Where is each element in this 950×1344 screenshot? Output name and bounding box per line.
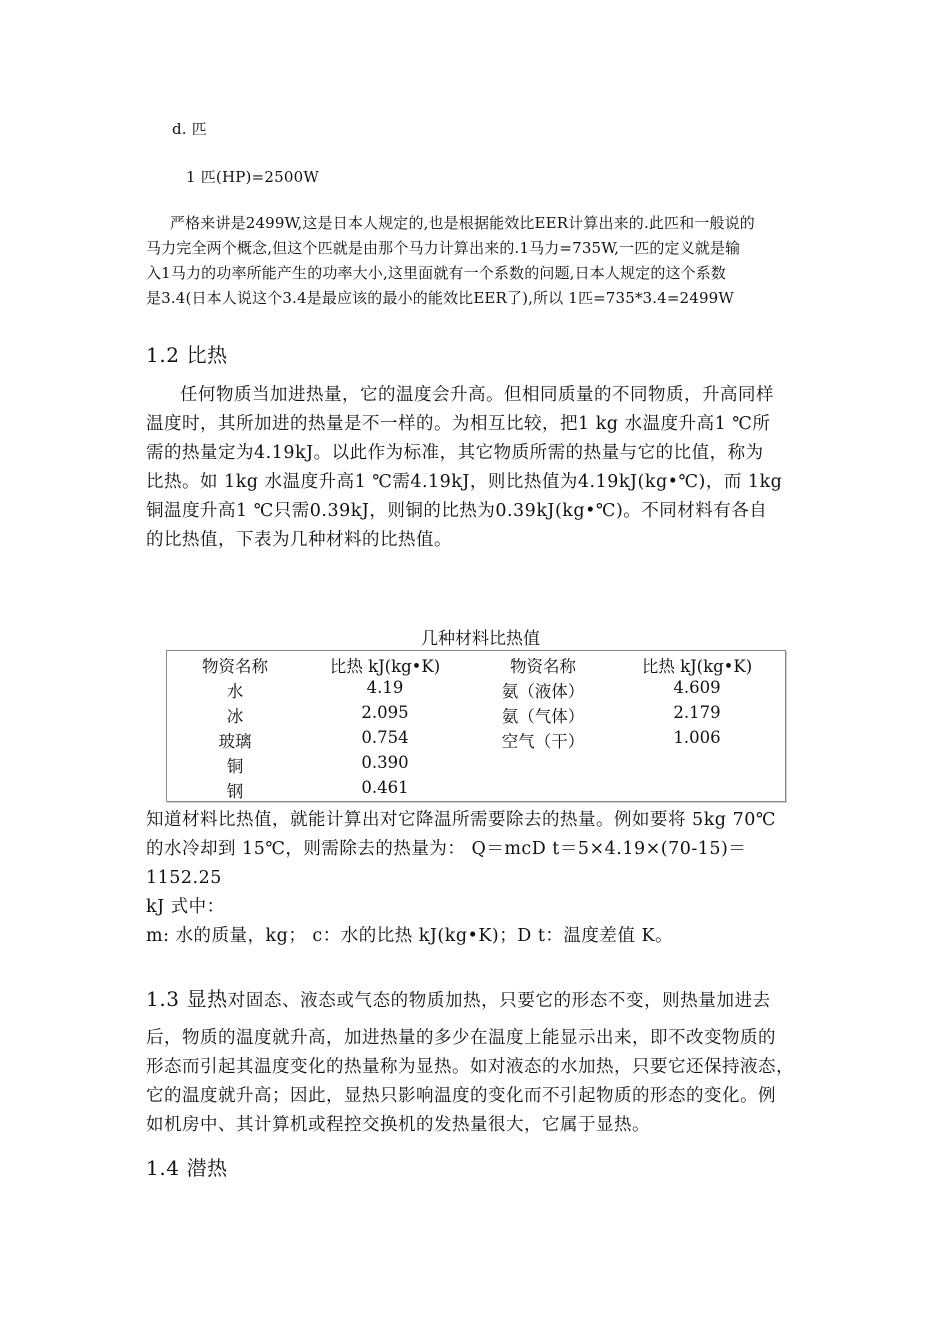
section-1-3-paragraph <box>146 1024 810 1140</box>
paragraph-line: 它的温度就升高；因此，显热只影响温度的变化而不引起物质的形态的变化。例 <box>146 1086 776 1106</box>
paragraph-line: 形态而引起其温度变化的热量称为显热。如对液态的水加热，只要它还保持液态， <box>146 1057 794 1077</box>
paragraph-line: 严格来讲是2499W,这是日本人规定的,也是根据能效比EER计算出来的.此匹和一般说的 <box>170 214 755 232</box>
paragraph-line: 知道材料比热值，就能计算出对它降温所需要除去的热量。例如要将 5kg 70℃ <box>146 810 776 830</box>
table-cell: 2.095 <box>361 703 409 722</box>
paragraph-line: 的比热值，下表为几种材料的比热值。 <box>146 530 452 550</box>
table-cell: 玻璃 <box>218 732 252 751</box>
table-header-cell: 物资名称 <box>202 657 268 676</box>
table-cell: 空气（干） <box>501 732 585 751</box>
section-heading-1-4: 1.4 潜热 <box>146 1156 228 1180</box>
paragraph-line: 是3.4(日本人说这个3.4是最应该的最小的能效比EER了),所以 1匹=735*3.4=2499W <box>146 289 734 307</box>
paragraph-line: 后，物质的温度就升高，加进热量的多少在温度上能显示出来，即不改变物质的 <box>146 1028 776 1048</box>
section-1-3-first-line <box>146 983 771 1012</box>
paragraph-line: 马力完全两个概念,但这个匹就是由那个马力计算出来的.1马力=735W,一匹的定义就是输 <box>146 239 741 257</box>
paragraph-line: 温度时，其所加进的热量是不一样的。为相互比较，把1 kg 水温度升高1 ℃所 <box>146 414 771 434</box>
paragraph-line: 需的热量定为4.19kJ。以此作为标准，其它物质所需的热量与它的比值，称为 <box>146 443 764 463</box>
table-header-cell: 比热 kJ(kg•K) <box>329 657 441 676</box>
table-header-cell: 比热 kJ(kg•K) <box>641 657 753 676</box>
paragraph-line: 铜温度升高1 ℃只需0.39kJ，则铜的比热为0.39kJ(kg•℃)。不同材料有各自 <box>146 501 768 521</box>
table-cell: 1.006 <box>673 728 721 747</box>
table-cell: 0.461 <box>361 778 409 797</box>
paragraph-line: 入1马力的功率所能产生的功率大小,这里面就有一个系数的问题,日本人规定的这个系数 <box>146 264 727 282</box>
table-cell: 4.19 <box>366 678 404 697</box>
section-d-paragraph <box>146 211 816 311</box>
paragraph-line: m: 水的质量，kg； c：水的比热 kJ(kg•K)；D t：温度差值 K。 <box>146 926 674 946</box>
section-d-label: d. 匹 <box>172 120 207 138</box>
table-cell: 0.390 <box>361 753 409 772</box>
table-header-cell: 物资名称 <box>510 657 576 676</box>
table-cell: 0.754 <box>361 728 409 747</box>
table-cell: 水 <box>226 682 244 701</box>
specific-heat-table <box>166 650 786 802</box>
table-cell: 氨（液体） <box>501 682 585 701</box>
section-heading-1-3: 1.3 显热 <box>146 987 228 1011</box>
table-caption: 几种材料比热值 <box>421 629 540 649</box>
section-heading-1-2: 1.2 比热 <box>146 343 228 367</box>
table-cell: 氨（气体） <box>501 707 585 726</box>
paragraph-line: 对固态、液态或气态的物质加热，只要它的形态不变，则热量加进去 <box>227 991 771 1011</box>
paragraph-line: 任何物质当加进热量，它的温度会升高。但相同质量的不同物质，升高同样 <box>180 385 774 405</box>
hp-formula: 1 匹(HP)=2500W <box>186 168 319 186</box>
table-cell: 4.609 <box>673 678 721 697</box>
paragraph-line: 比热。如 1kg 水温度升高1 ℃需4.19kJ，则比热值为4.19kJ(kg•℃)，而 1kg <box>146 472 783 492</box>
table-cell: 铜 <box>226 757 244 776</box>
after-table-paragraph <box>146 806 816 951</box>
table-cell: 冰 <box>226 707 244 726</box>
paragraph-line: 的水冷却到 15℃，则需除去的热量为： Q＝mcD t＝5×4.19×(70-15)＝1152.25 <box>146 839 747 888</box>
table-cell: 钢 <box>226 782 244 801</box>
table-cell: 2.179 <box>673 703 721 722</box>
paragraph-line: 如机房中、其计算机或程控交换机的发热量很大，它属于显热。 <box>146 1115 650 1135</box>
section-1-2-paragraph <box>146 381 810 555</box>
paragraph-line: kJ 式中： <box>146 897 225 917</box>
